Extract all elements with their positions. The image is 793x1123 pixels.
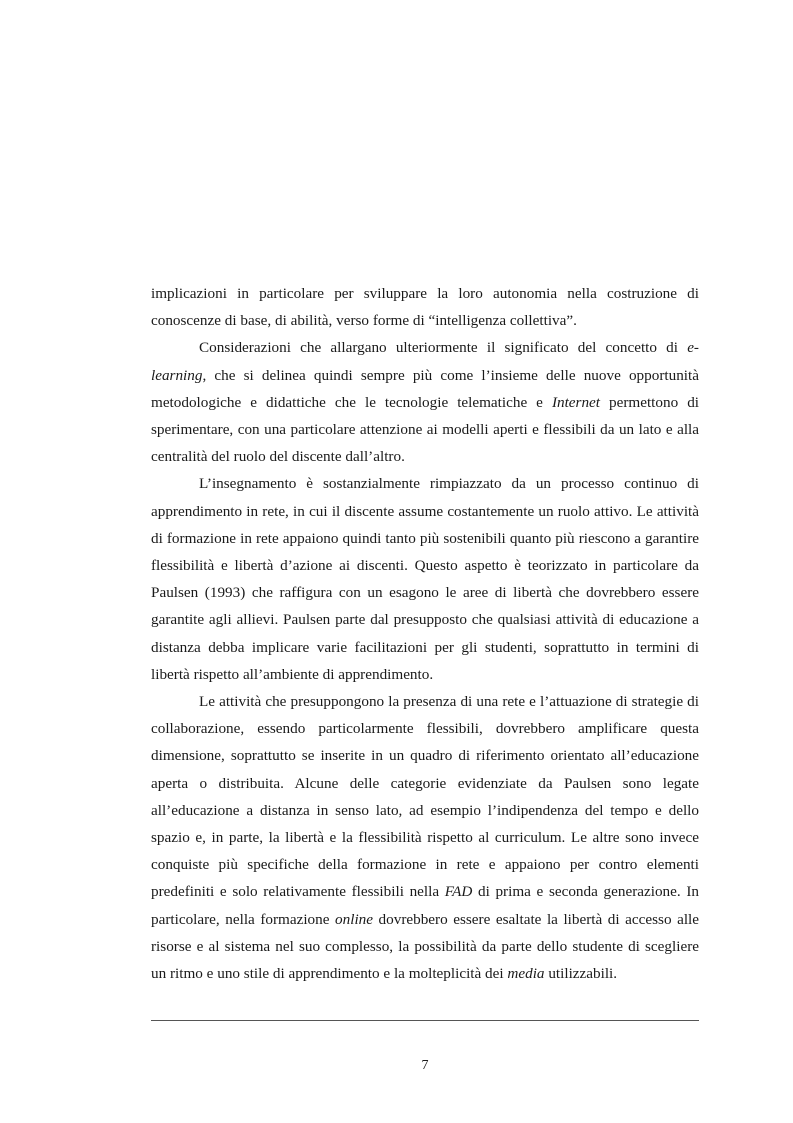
- paragraph: [151, 334, 699, 470]
- text-run: L’insegnamento è sostanzialmente rimpiazzato da un processo continuo di apprendimento in rete, in cui il discente assume costantemente un ruolo attivo. Le attività di formazione in rete appaiono quindi tanto più sostenibili quanto più riescono a garantire flessibilità e libertà d’azione ai discenti. Questo aspetto è teorizzato in particolare da Paulsen (1993) che raffigura con un esagono le aree di libertà che dovrebbero essere garantite agli allievi. Paulsen parte dal presupposto che qualsiasi attività di educazione a distanza debba implicare varie facilitazioni per gli studenti, soprattutto in termini di libertà rispetto all’ambiente di apprendimento.: [151, 475, 699, 683]
- text-run: Le attività che presuppongono la presenza di una rete e l’attuazione di strategie di collaborazione, essendo particolarmente flessibili, dovrebbero amplificare questa dimensione, soprattutto se inserite in un quadro di riferimento orientato all’educazione aperta o distribuita. Alcune delle categorie evidenziate da Paulsen sono legate all’educazione a distanza in senso lato, ad esempio l’indipendenza del tempo e dello spazio e, in parte, la libertà e la flessibilità rispetto al curriculum. Le altre sono invece conquiste più specifiche della formazione in rete e appaiono per contro elementi predefiniti e solo relativamente flessibili nella: [151, 693, 699, 901]
- text-run: utilizzabili.: [544, 965, 618, 983]
- italic-term: Internet: [551, 393, 601, 411]
- paragraph: [151, 470, 699, 688]
- body-text: [151, 280, 699, 987]
- italic-term: online: [335, 910, 373, 928]
- text-run: permettono di sperimentare, con una particolare attenzione ai modelli aperti e flessibili da un lato e alla centralità del ruolo del discente dall’altro.: [151, 393, 700, 466]
- paragraph: [151, 688, 699, 987]
- italic-term: FAD: [444, 883, 473, 901]
- text-run: Considerazioni che allargano ulteriormente il significato del concetto di: [199, 339, 688, 357]
- page-number: 7: [421, 1058, 429, 1073]
- paragraph: [151, 280, 699, 334]
- italic-term: e-learning: [151, 339, 699, 384]
- text-run: , che si delinea quindi sempre più come l’insieme delle nuove opportunità metodologiche e didattiche che le tecnologie telematiche e: [151, 366, 699, 411]
- footer-divider: [151, 1020, 699, 1021]
- text-run: di prima e seconda generazione. In particolare, nella formazione: [151, 883, 699, 928]
- text-run: dovrebbero essere esaltate la libertà di accesso alle risorse e al sistema nel suo complesso, la possibilità da parte dello studente di scegliere un ritmo e uno stile di apprendimento e la molteplicità dei: [151, 910, 699, 983]
- text-run: implicazioni in particolare per sviluppare la loro autonomia nella costruzione di conoscenze di base, di abilità, verso forme di “intelligenza collettiva”.: [151, 285, 699, 330]
- italic-term: media: [507, 965, 545, 983]
